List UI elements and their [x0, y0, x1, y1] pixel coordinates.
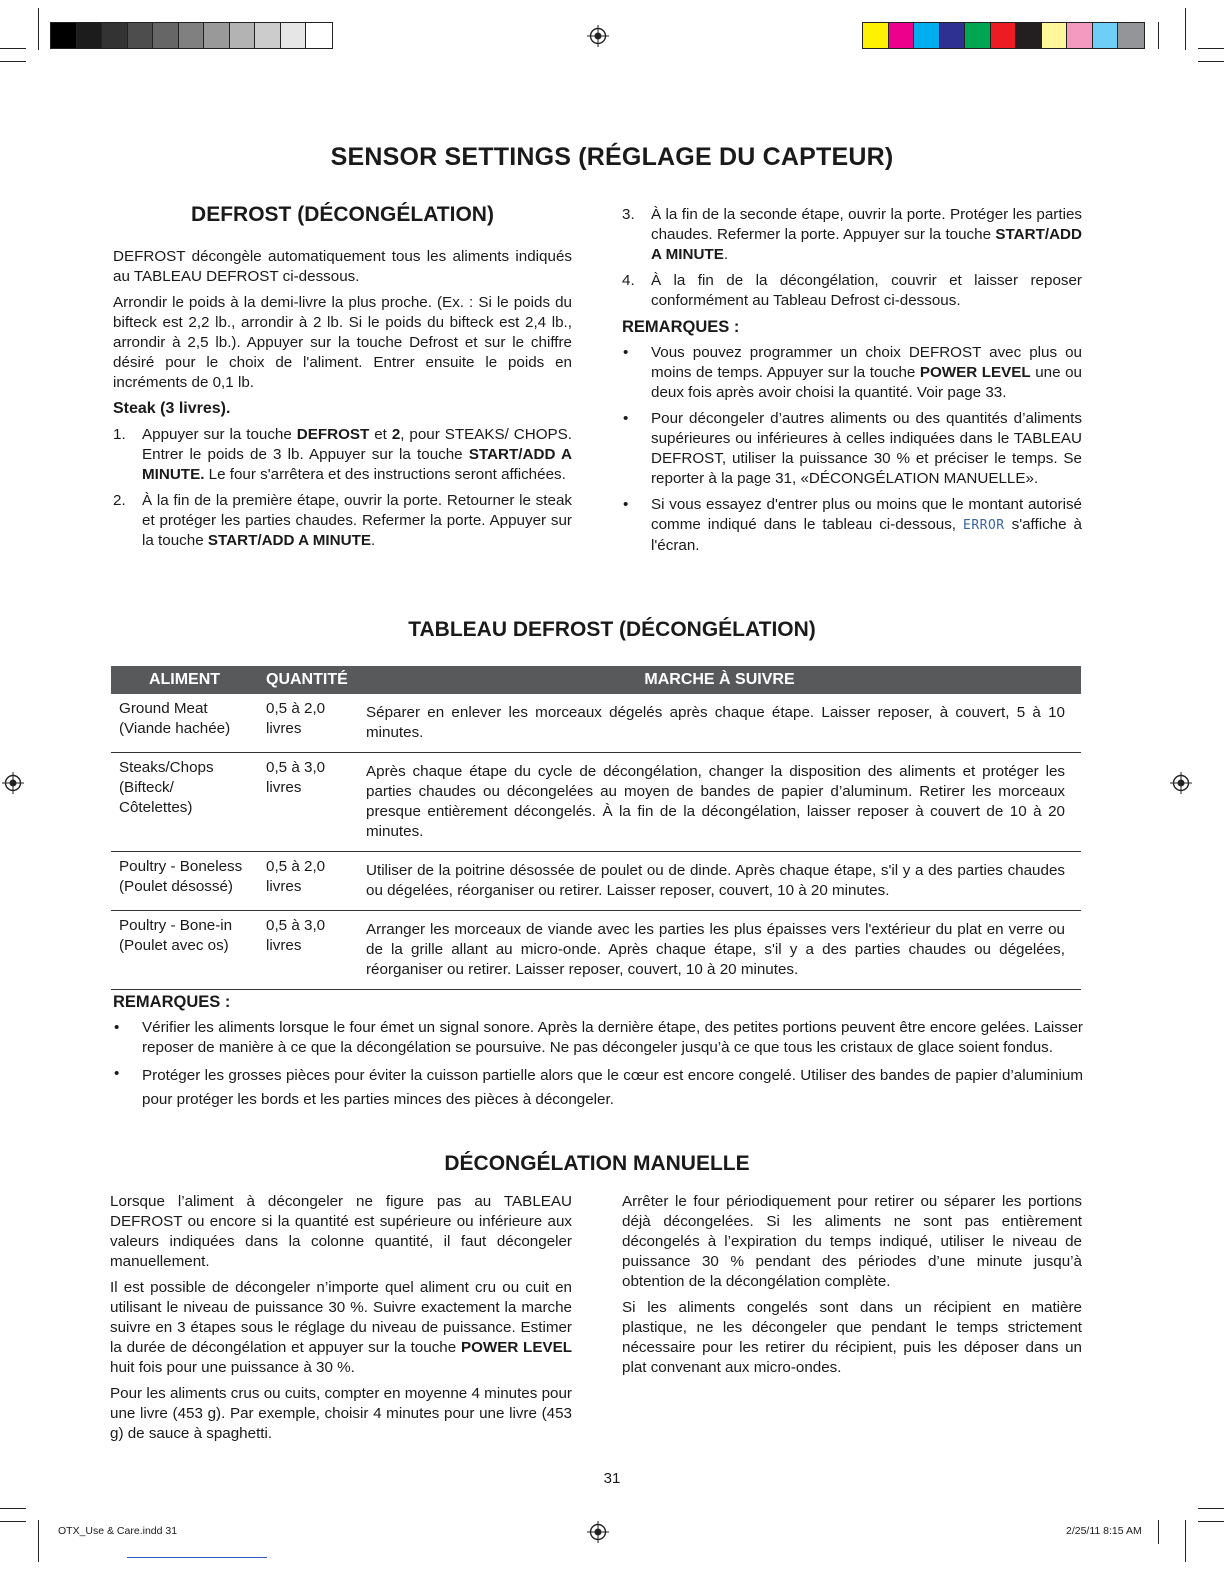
page-number: 31: [603, 1470, 621, 1487]
quantity-cell: 0,5 à 3,0 livres: [266, 759, 326, 796]
defrost-intro: DEFROST décongèle automatiquement tous les aliments indiqués au TABLEAU DEFROST ci-dessous.: [113, 248, 572, 285]
table-remarks: [113, 990, 1083, 1118]
registration-mark-icon: [587, 25, 609, 47]
steak-example-title: Steak (3 livres).: [113, 400, 231, 417]
grayscale-swatch: [179, 23, 205, 48]
grayscale-swatch: [153, 23, 179, 48]
defrost-step: 3. À la fin de la seconde étape, ouvrir la porte. Protéger les parties chaudes. Refermer la porte. Appuyer sur la touche START/ADD A MINUTE.: [622, 206, 1082, 263]
manual-paragraph: Pour les aliments crus ou cuits, compter en moyenne 4 minutes pour une livre (453 g). Par exemple, choisir 4 minutes pour une livre (453 g) de sauce à spaghetti.: [110, 1385, 572, 1442]
food-cell: Poultry - Bone-in (Poulet avec os): [119, 917, 233, 954]
registration-mark-icon: [587, 1521, 609, 1543]
crop-mark: [1198, 61, 1224, 62]
grayscale-swatch: [306, 23, 332, 48]
remark-item: • Si vous essayez d'entrer plus ou moins que le montant autorisé comme indiqué dans le tableau ci-dessous, ERROR s'affiche à l'écran.: [623, 496, 1082, 554]
color-swatch: [863, 23, 889, 48]
crop-mark: [1185, 1520, 1186, 1562]
grayscale-swatch: [128, 23, 154, 48]
instructions-cell: Utiliser de la poitrine désossée de poulet ou de dinde. Après chaque étape, s'il y a des parties chaudes ou dégelées, réorganiser ou retirer. Laisser reposer, couvert, 10 à 20 minutes.: [366, 862, 1065, 899]
crop-mark: [1158, 22, 1159, 49]
color-swatch: [1118, 23, 1144, 48]
table-row: [111, 694, 1081, 753]
remarks-heading: REMARQUES :: [622, 318, 740, 336]
remark-item: • Vérifier les aliments lorsque le four émet un signal sonore. Après la dernière étape, des petites portions peuvent être encore gelées. Laisser reposer de manière à ce que la décongélation se poursuive. Ne pas décongeler jusqu’à ce que tous les cristaux de glace soient fondus.: [114, 1019, 1083, 1056]
date-slug: 2/25/11 8:15 AM: [1066, 1525, 1142, 1537]
registration-mark-icon: [1170, 772, 1192, 794]
crop-mark: [1198, 1508, 1224, 1509]
instructions-cell: Après chaque étape du cycle de décongélation, changer la disposition des aliments et protéger les parties chaudes ou décongelées au moyen de bandes de papier d’aluminum. Retirer les morceaux presque entièrement décongelés. À la fin de la décongélation, laisser reposer à couvert de 10 à 20 minutes.: [366, 763, 1065, 840]
crop-mark: [38, 8, 39, 50]
crop-mark: [1158, 1520, 1159, 1544]
defrost-table-heading: TABLEAU DEFROST (DÉCONGÉLATION): [408, 618, 816, 641]
defrost-left-column: [113, 205, 572, 557]
color-swatch: [914, 23, 940, 48]
crop-mark: [1198, 48, 1224, 49]
column-header: QUANTITÉ: [266, 671, 348, 688]
grayscale-swatch: [77, 23, 103, 48]
defrost-step: 2. À la fin de la première étape, ouvrir la porte. Retourner le steak et protéger les parties chaudes. Refermer la porte. Appuyer sur la touche START/ADD A MINUTE.: [113, 492, 572, 549]
grayscale-swatch: [230, 23, 256, 48]
defrost-heading: DEFROST (DÉCONGÉLATION): [191, 203, 494, 226]
instructions-cell: Séparer en enlever les morceaux dégelés après chaque étape. Laisser reposer, à couvert, 5 à 10 minutes.: [366, 704, 1065, 741]
grayscale-color-bar: [50, 22, 333, 49]
color-swatch: [940, 23, 966, 48]
color-swatch: [889, 23, 915, 48]
grayscale-swatch: [281, 23, 307, 48]
color-swatch: [1016, 23, 1042, 48]
column-header: MARCHE À SUIVRE: [644, 671, 795, 688]
remark-item: • Vous pouvez programmer un choix DEFROST avec plus ou moins de temps. Appuyer sur la touche POWER LEVEL une ou deux fois après avoir choisi la quantité. Voir page 33.: [623, 344, 1082, 401]
crop-mark: [0, 1508, 26, 1509]
color-swatch: [1042, 23, 1068, 48]
quantity-cell: 0,5 à 3,0 livres: [266, 917, 326, 954]
grayscale-swatch: [102, 23, 128, 48]
crop-mark: [0, 48, 26, 49]
color-swatch: [1093, 23, 1119, 48]
table-row: [111, 753, 1081, 852]
defrost-rounding-text: Arrondir le poids à la demi-livre la plus proche. (Ex. : Si le poids du bifteck est 2,2 lb., arrondir à 2 lb. Si le poids du bifteck est 2,4 lb., arrondir à 2,5 lb.). Appuyer sur la touche Defrost et sur le chiffre désiré pour le choix de l'aliment. Entrer ensuite le poids en incréments de 0,1 lb.: [113, 294, 572, 391]
process-color-bar: [862, 22, 1145, 49]
defrost-step: 4. À la fin de la décongélation, couvrir et laisser reposer conformément au Tableau Defrost ci-dessous.: [622, 272, 1082, 309]
column-header: ALIMENT: [148, 671, 221, 688]
color-swatch: [1067, 23, 1093, 48]
manual-left-column: [110, 1192, 572, 1450]
grayscale-swatch: [204, 23, 230, 48]
crop-mark: [0, 61, 26, 62]
food-cell: Steaks/Chops (Bifteck/ Côtelettes): [119, 759, 214, 816]
error-display-text: ERROR: [963, 518, 1005, 533]
grayscale-swatch: [255, 23, 281, 48]
remark-item: • Pour décongeler d’autres aliments ou des quantités d’aliments supérieures ou inférieures à celles indiquées dans le TABLEAU DEFROST, utiliser la puissance 30 % et préciser le temps. Se reporter à la page 31, «DÉCONGÉLATION MANUELLE».: [623, 410, 1082, 487]
manual-defrost-heading: DÉCONGÉLATION MANUELLE: [444, 1152, 750, 1175]
registration-mark-icon: [2, 772, 24, 794]
defrost-step: 1. Appuyer sur la touche DEFROST et 2, pour STEAKS/ CHOPS. Entrer le poids de 3 lb. Appuyer sur la touche START/ADD A MINUTE. Le four s'arrêtera et des instructions seront affichées.: [113, 426, 573, 483]
color-swatch: [965, 23, 991, 48]
table-row: [111, 852, 1081, 911]
defrost-table: [111, 666, 1081, 990]
table-row: [111, 911, 1081, 990]
manual-paragraph: Si les aliments congelés sont dans un récipient en matière plastique, ne les décongeler que pendant le temps strictement nécessaire pour les retirer du récipient, puis les déposer dans un plat convenant aux micro-ondes.: [622, 1299, 1082, 1376]
defrost-right-column: [622, 205, 1082, 562]
quantity-cell: 0,5 à 2,0 livres: [266, 700, 326, 737]
crop-mark: [0, 1521, 26, 1522]
page-title: SENSOR SETTINGS (RÉGLAGE DU CAPTEUR): [330, 143, 894, 171]
manual-paragraph: Lorsque l’aliment à décongeler ne figure pas au TABLEAU DEFROST ou encore si la quantité est supérieure ou inférieure aux valeurs indiquées dans la colonne quantité, il faut décongeler manuellement.: [110, 1193, 572, 1270]
color-swatch: [991, 23, 1017, 48]
quantity-cell: 0,5 à 2,0 livres: [266, 858, 326, 895]
remarks-heading: REMARQUES :: [113, 993, 231, 1011]
manual-paragraph: Arrêter le four périodiquement pour retirer ou séparer les portions déjà décongelées. Si les aliments ne sont pas entièrement décongelés à l’expiration du temps indiqué, utiliser le niveau de puissance 30 % pendant des périodes d’une minute jusqu’à obtention de la décongélation complète.: [622, 1193, 1082, 1290]
file-slug: OTX_Use & Care.indd 31: [58, 1525, 178, 1537]
remark-item: • Protéger les grosses pièces pour éviter la cuisson partielle alors que le cœur est encore congelé. Utiliser des bandes de papier d’aluminium pour protéger les bords et les parties minces des pièces à décongeler.: [114, 1065, 1083, 1108]
crop-mark: [1198, 1521, 1224, 1522]
table-header: [111, 666, 1081, 694]
instructions-cell: Arranger les morceaux de viande avec les parties les plus épaisses vers l'extérieur du plat en verre ou de la grille allant au micro-onde. Après chaque étape, s'il y a des parties chaudes ou dégelées, réorganiser ou retirer. Laisser reposer, couvert, 10 à 20 minutes.: [366, 921, 1065, 978]
food-cell: Ground Meat (Viande hachée): [119, 700, 231, 737]
crop-mark: [1185, 8, 1186, 50]
manual-paragraph: Il est possible de décongeler n’importe quel aliment cru ou cuit en utilisant le niveau de puissance 30 %. Suivre exactement la marche suivre en 3 étapes sous le réglage du niveau de puissance. Estimer la durée de décongélation et appuyer sur la touche POWER LEVEL huit fois pour une puissance à 30 %.: [110, 1279, 573, 1376]
food-cell: Poultry - Boneless (Poulet désossé): [119, 858, 243, 895]
manual-right-column: [622, 1192, 1082, 1384]
divider-line: [127, 1557, 267, 1558]
grayscale-swatch: [51, 23, 77, 48]
crop-mark: [38, 1520, 39, 1562]
